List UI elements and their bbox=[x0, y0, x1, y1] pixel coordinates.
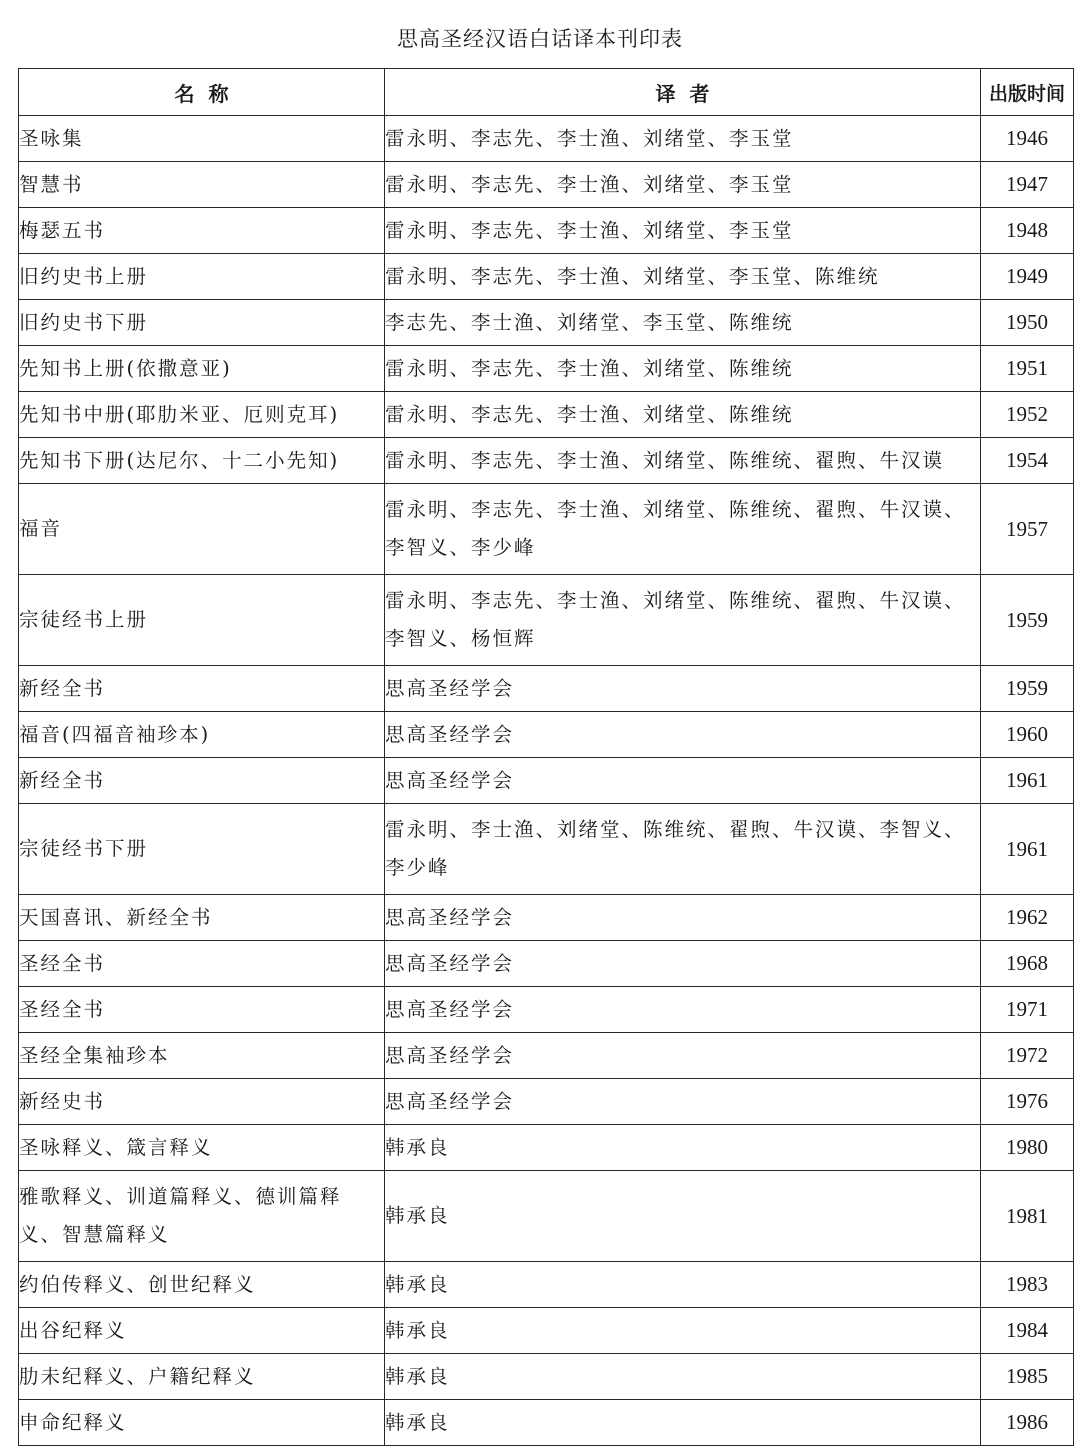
cell-translators: 思高圣经学会 bbox=[385, 1033, 981, 1079]
cell-year: 1968 bbox=[981, 941, 1074, 987]
cell-name: 先知书下册(达尼尔、十二小先知) bbox=[19, 438, 385, 484]
cell-name: 新经史书 bbox=[19, 1079, 385, 1125]
cell-name: 智慧书 bbox=[19, 162, 385, 208]
cell-name: 福音 bbox=[19, 484, 385, 575]
cell-translators: 思高圣经学会 bbox=[385, 941, 981, 987]
cell-translators: 思高圣经学会 bbox=[385, 1079, 981, 1125]
cell-name: 梅瑟五书 bbox=[19, 208, 385, 254]
cell-name: 圣咏集 bbox=[19, 116, 385, 162]
table-row bbox=[19, 895, 1074, 941]
cell-translators: 思高圣经学会 bbox=[385, 758, 981, 804]
cell-translators: 思高圣经学会 bbox=[385, 987, 981, 1033]
cell-translators: 思高圣经学会 bbox=[385, 712, 981, 758]
cell-year: 1954 bbox=[981, 438, 1074, 484]
cell-year: 1984 bbox=[981, 1308, 1074, 1354]
cell-translators: 雷永明、李志先、李士渔、刘绪堂、陈维统 bbox=[385, 346, 981, 392]
cell-name: 申命纪释义 bbox=[19, 1400, 385, 1446]
cell-translators: 韩承良 bbox=[385, 1308, 981, 1354]
table-row bbox=[19, 1125, 1074, 1171]
column-header-year: 出版时间 bbox=[981, 69, 1074, 116]
table-row bbox=[19, 1400, 1074, 1446]
cell-name: 旧约史书上册 bbox=[19, 254, 385, 300]
cell-translators: 雷永明、李志先、李士渔、刘绪堂、李玉堂、陈维统 bbox=[385, 254, 981, 300]
cell-translators: 雷永明、李志先、李士渔、刘绪堂、李玉堂 bbox=[385, 208, 981, 254]
table-row bbox=[19, 438, 1074, 484]
cell-name: 圣经全书 bbox=[19, 987, 385, 1033]
cell-translators: 韩承良 bbox=[385, 1400, 981, 1446]
cell-translators: 韩承良 bbox=[385, 1354, 981, 1400]
cell-translators: 雷永明、李志先、李士渔、刘绪堂、陈维统、翟煦、牛汉谟、李智义、杨恒辉 bbox=[385, 575, 981, 666]
cell-year: 1962 bbox=[981, 895, 1074, 941]
table-row bbox=[19, 804, 1074, 895]
cell-name: 肋未纪释义、户籍纪释义 bbox=[19, 1354, 385, 1400]
table-row bbox=[19, 1079, 1074, 1125]
cell-year: 1947 bbox=[981, 162, 1074, 208]
cell-year: 1959 bbox=[981, 575, 1074, 666]
table-row bbox=[19, 987, 1074, 1033]
cell-name: 先知书上册(依撒意亚) bbox=[19, 346, 385, 392]
table-row bbox=[19, 254, 1074, 300]
cell-name: 约伯传释义、创世纪释义 bbox=[19, 1262, 385, 1308]
cell-name: 天国喜讯、新经全书 bbox=[19, 895, 385, 941]
table-header-row bbox=[19, 69, 1074, 116]
cell-name: 圣经全集袖珍本 bbox=[19, 1033, 385, 1079]
cell-year: 1948 bbox=[981, 208, 1074, 254]
cell-year: 1949 bbox=[981, 254, 1074, 300]
cell-name: 宗徒经书下册 bbox=[19, 804, 385, 895]
cell-translators: 李志先、李士渔、刘绪堂、李玉堂、陈维统 bbox=[385, 300, 981, 346]
table-row bbox=[19, 941, 1074, 987]
table-row bbox=[19, 1171, 1074, 1262]
cell-year: 1960 bbox=[981, 712, 1074, 758]
table-row bbox=[19, 116, 1074, 162]
cell-year: 1976 bbox=[981, 1079, 1074, 1125]
cell-year: 1959 bbox=[981, 666, 1074, 712]
cell-year: 1957 bbox=[981, 484, 1074, 575]
table-row bbox=[19, 346, 1074, 392]
cell-year: 1961 bbox=[981, 804, 1074, 895]
cell-year: 1972 bbox=[981, 1033, 1074, 1079]
cell-name: 新经全书 bbox=[19, 758, 385, 804]
table-row bbox=[19, 1262, 1074, 1308]
cell-name: 先知书中册(耶肋米亚、厄则克耳) bbox=[19, 392, 385, 438]
cell-translators: 韩承良 bbox=[385, 1125, 981, 1171]
cell-year: 1986 bbox=[981, 1400, 1074, 1446]
table-row bbox=[19, 300, 1074, 346]
cell-year: 1950 bbox=[981, 300, 1074, 346]
table-row bbox=[19, 1308, 1074, 1354]
cell-year: 1971 bbox=[981, 987, 1074, 1033]
column-header-translators: 译者 bbox=[385, 69, 981, 116]
cell-translators: 雷永明、李志先、李士渔、刘绪堂、李玉堂 bbox=[385, 116, 981, 162]
cell-year: 1981 bbox=[981, 1171, 1074, 1262]
cell-name: 雅歌释义、训道篇释义、德训篇释义、智慧篇释义 bbox=[19, 1171, 385, 1262]
cell-translators: 雷永明、李志先、李士渔、刘绪堂、李玉堂 bbox=[385, 162, 981, 208]
column-header-name: 名称 bbox=[19, 69, 385, 116]
table-row bbox=[19, 162, 1074, 208]
cell-name: 圣经全书 bbox=[19, 941, 385, 987]
table-row bbox=[19, 575, 1074, 666]
cell-name: 新经全书 bbox=[19, 666, 385, 712]
cell-year: 1985 bbox=[981, 1354, 1074, 1400]
table-row bbox=[19, 758, 1074, 804]
cell-year: 1961 bbox=[981, 758, 1074, 804]
cell-year: 1952 bbox=[981, 392, 1074, 438]
table-row bbox=[19, 712, 1074, 758]
cell-translators: 思高圣经学会 bbox=[385, 895, 981, 941]
cell-year: 1946 bbox=[981, 116, 1074, 162]
cell-translators: 雷永明、李士渔、刘绪堂、陈维统、翟煦、牛汉谟、李智义、李少峰 bbox=[385, 804, 981, 895]
cell-name: 圣咏释义、箴言释义 bbox=[19, 1125, 385, 1171]
cell-translators: 韩承良 bbox=[385, 1262, 981, 1308]
cell-name: 出谷纪释义 bbox=[19, 1308, 385, 1354]
cell-year: 1983 bbox=[981, 1262, 1074, 1308]
cell-name: 福音(四福音袖珍本) bbox=[19, 712, 385, 758]
page-title: 思高圣经汉语白话译本刊印表 bbox=[397, 27, 683, 51]
cell-year: 1980 bbox=[981, 1125, 1074, 1171]
cell-year: 1951 bbox=[981, 346, 1074, 392]
publication-table bbox=[18, 68, 1074, 1446]
table-row bbox=[19, 1033, 1074, 1079]
cell-translators: 雷永明、李志先、李士渔、刘绪堂、陈维统、翟煦、牛汉谟 bbox=[385, 438, 981, 484]
cell-translators: 雷永明、李志先、李士渔、刘绪堂、陈维统、翟煦、牛汉谟、李智义、李少峰 bbox=[385, 484, 981, 575]
cell-translators: 雷永明、李志先、李士渔、刘绪堂、陈维统 bbox=[385, 392, 981, 438]
table-row bbox=[19, 1354, 1074, 1400]
table-row bbox=[19, 484, 1074, 575]
table-row bbox=[19, 392, 1074, 438]
cell-translators: 思高圣经学会 bbox=[385, 666, 981, 712]
table-row bbox=[19, 208, 1074, 254]
table-row bbox=[19, 666, 1074, 712]
cell-translators: 韩承良 bbox=[385, 1171, 981, 1262]
cell-name: 宗徒经书上册 bbox=[19, 575, 385, 666]
cell-name: 旧约史书下册 bbox=[19, 300, 385, 346]
